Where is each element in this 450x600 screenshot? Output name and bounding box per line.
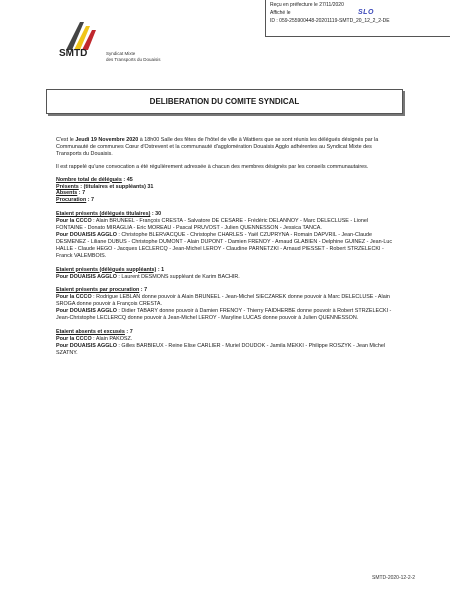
douaisis-list: Pour DOUAISIS AGGLO : Laurent DESMONS suppléant de Karim BACHIR. xyxy=(56,273,240,280)
section-heading: Etaient présents (délégués suppléants) : 1 xyxy=(56,266,165,273)
present-count: Présents : (titulaires et suppléants) 31 xyxy=(56,183,154,190)
stamp-posted: Affiché le xyxy=(270,10,291,16)
intro-paragraph: C'est le Jeudi 19 Novembre 2020 à 18h00 Salle des fêtes de l'hôtel de ville à Wattiers que se sont réunis les délégués désignés par la Communauté de communes Cœur d'Ostrevent et la communauté d'agglomération Douaisis Agglo adhérentes au Syndicat Mixte des Transports du Douaisis. xyxy=(56,137,379,157)
douaisis-list: Pour DOUAISIS AGGLO : Christophe BLERVACQUE - Christophe CHARLES - Yaël CZUPRYNA - Romain DAPVRIL - Jean-Claude DESMENEZ - Liliane DUBUS - Christophe DUMONT - Alain DUPONT - Damien FRENOY - Arnaud GLABIEN - Delphine GUINEZ - Jean-Luc HALLE - Claude HEGO - Jacques LECLERCQ - Jean-Michel LEROY - Claudine PARNETZKI - Arnaud PIESSET - Robert STRZELECKI - Franck VALEMBOIS. xyxy=(56,231,393,259)
douaisis-list: Pour DOUAISIS AGGLO : Gilles BARBIEUX - Reine Elise CARLIER - Muriel DOUDOK - Jamila MEKKI - Philippe ROSZYK - Jean Michel SZATNY. xyxy=(56,342,386,356)
proxy-count: Procuration : 7 xyxy=(56,197,95,204)
total-delegates: Nombre total de délégués : 45 xyxy=(56,176,133,183)
absent-count: Absents : 7 xyxy=(56,190,86,197)
section-heading: Etaient présents par procuration : 7 xyxy=(56,287,148,294)
stamp-id: ID : 059-255900448-20201119-SMTD_20_12_2_2-DE xyxy=(270,18,390,24)
stamp-received: Reçu en préfecture le 27/11/2020 xyxy=(270,2,344,8)
convocation-paragraph: Il est rappelé qu'une convocation a été régulièrement adressée à chacun des membres désignés par les conseils communautaires. xyxy=(56,163,369,170)
section-heading: Etaient présents (délégués titulaires) : 30 xyxy=(56,211,162,218)
section-procuration xyxy=(56,287,396,322)
ccco-list: Pour la CCCO : Alain PAKOSZ. xyxy=(56,335,133,342)
section-heading: Etaient absents et excusés : 7 xyxy=(56,328,133,335)
section-suppleants xyxy=(56,267,396,281)
ccco-list: Pour la CCCO : Rodrigue LEBLAN donne pouvoir à Alain BRUNEEL - Jean-Michel SIECZAREK donne pouvoir à Marc DELECLUSE - Alain SROGA donne pouvoir à François CRESTA. xyxy=(56,294,390,308)
prefecture-stamp xyxy=(265,0,450,37)
brand-name: SMTD xyxy=(59,48,88,59)
brand-subtitle: Syndicat Mixte des Transports du Douaisis xyxy=(106,51,161,62)
document-body xyxy=(56,137,396,364)
ccco-list: Pour la CCCO : Alain BRUNEEL - François CRESTA - Salvatore DE CESARE - Frédéric DELANNOY - Marc DELECLUSE - Lionel FONTAINE - Donato MIRAGLIA - Eric MOREAU - Pascal PRUVOST - Julien QUENNESSON - Jessica TANCA. xyxy=(56,218,369,232)
section-titulaires xyxy=(56,211,396,259)
counts-block xyxy=(56,177,396,205)
page-title: DELIBERATION DU COMITE SYNDICAL xyxy=(46,89,403,114)
document-reference: SMTD-2020-12-2-2 xyxy=(372,575,416,581)
section-excuses xyxy=(56,329,396,357)
stamp-signature: SLO xyxy=(358,9,374,16)
douaisis-list: Pour DOUAISIS AGGLO : Didier TABARY donne pouvoir à Damien FRENOY - Thierry FAIDHERBE donne pouvoir à Robert STRZELECKI - Jean-Christophe LECLERCQ donne pouvoir à Jean-Michel LEROY - Maryline LUCAS donne pouvoir à Julien QUENNESSON. xyxy=(56,308,392,322)
